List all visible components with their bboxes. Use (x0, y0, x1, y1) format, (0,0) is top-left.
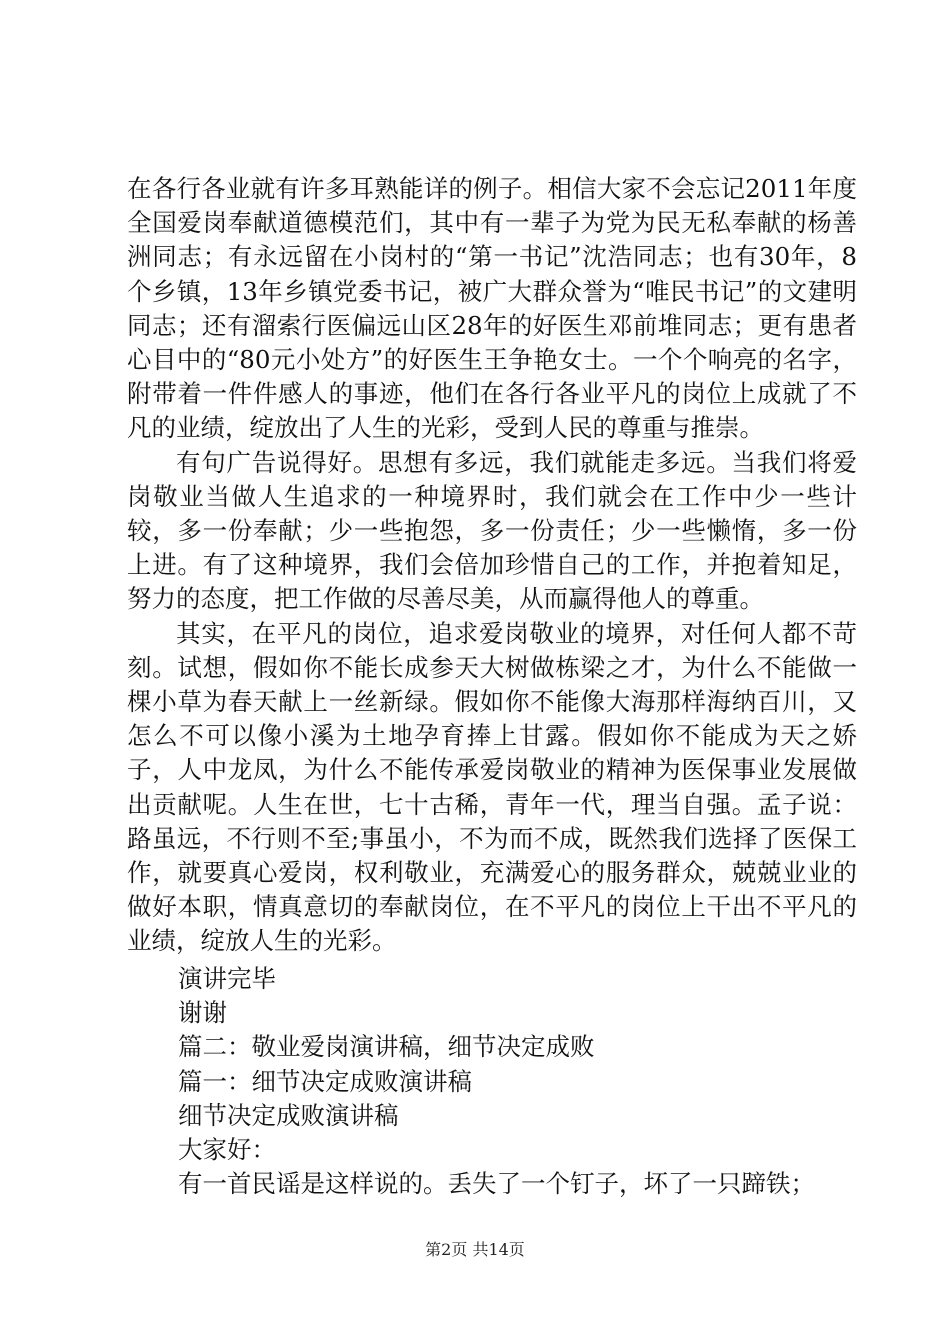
speech-title: 细节决定成败演讲稿 (178, 1100, 399, 1130)
page-number-footer: 第2页 共14页 (425, 1240, 525, 1259)
section-heading: 篇二：敬业爱岗演讲稿，细节决定成败 (178, 1032, 595, 1062)
greeting: 大家好： (178, 1135, 276, 1165)
paragraph-3: 其实，在平凡的岗位，追求爱岗敬业的境界，对任何人都不苛刻。试想，假如你不能长成参天大树做栋梁之才，为什么不能做一棵小草为春天献上一丝新绿。假如你不能像大海那样海纳百川，又怎么不可以像小溪为土地孕育捧上甘露。假如你不能成为天之娇子，人中龙凤，为什么不能传承爱岗敬业的精神为医保事业发展做出贡献呢。人生在世，七十古稀，青年一代，理当自强。孟子说：路虽远，不行则不至;事虽小，不为而不成，既然我们选择了医保工作，就要真心爱岗，权利敬业，充满爱心的服务群众，兢兢业业的做好本职，情真意切的奉献岗位，在不平凡的岗位上干出不平凡的业绩，绽放人生的光彩。 (127, 618, 857, 956)
speech-opening-line: 有一首民谣是这样说的。丢失了一个钉子，坏了一只蹄铁； (178, 1169, 815, 1199)
body-text (127, 172, 857, 959)
closing-line: 谢谢 (178, 998, 227, 1028)
closing-line: 演讲完毕 (178, 964, 276, 993)
paragraph-2: 有句广告说得好。思想有多远，我们就能走多远。当我们将爱岗敬业当做人生追求的一种境界时，我们就会在工作中少一些计较，多一份奉献；少一些抱怨，多一份责任；少一些懒惰，多一份上进。有了这种境界，我们会倍加珍惜自己的工作，并抱着知足，努力的态度，把工作做的尽善尽美，从而赢得他人的尊重。 (127, 447, 857, 614)
section-heading: 篇一：细节决定成败演讲稿 (178, 1066, 472, 1096)
closing-lines (178, 962, 858, 1201)
paragraph-1: 在各行各业就有许多耳熟能详的例子。相信大家不会忘记2011年度全国爱岗奉献道德模范们，其中有一辈子为党为民无私奉献的杨善洲同志；有永远留在小岗村的“第一书记”沈浩同志；也有30年，8个乡镇，13年乡镇党委书记，被广大群众誉为“唯民书记”的文建明同志；还有溜索行医偏远山区28年的好医生邓前堆同志；更有患者心目中的“80元小处方”的好医生王争艳女士。一个个响亮的名字，附带着一件件感人的事迹，他们在各行各业平凡的岗位上成就了不凡的业绩，绽放出了人生的光彩，受到人民的尊重与推崇。 (127, 174, 857, 443)
